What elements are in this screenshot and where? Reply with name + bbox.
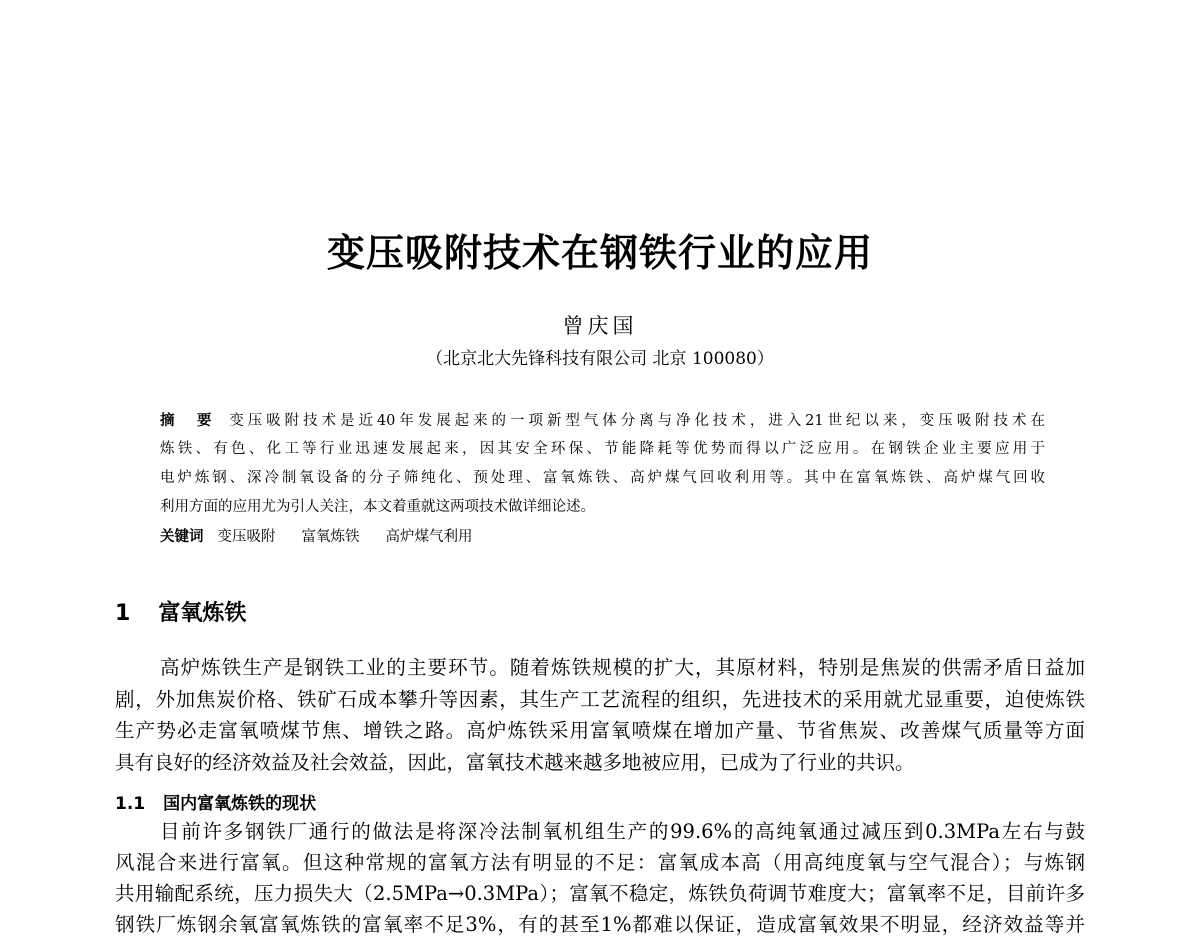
body-line: 目前许多钢铁厂通行的做法是将深冷法制氧机组生产的99.6%的高纯氧通过减压到0.3MPa左右与鼓	[160, 820, 1085, 843]
section-number: 1	[115, 601, 131, 626]
body-line: 风混合来进行富氧。但这种常规的富氧方法有明显的不足：富氧成本高（用高纯度氧与空气混合）；与炼钢	[115, 851, 1085, 874]
subsection-number: 1.1	[115, 794, 146, 814]
subsection-title: 国内富氧炼铁的现状	[163, 794, 317, 814]
keywords-label: 关键词	[160, 529, 204, 545]
body-line: 剧，外加焦炭价格、铁矿石成本攀升等因素，其生产工艺流程的组织，先进技术的采用就尤显重要，迫使炼铁	[115, 688, 1085, 711]
keyword: 高炉煤气利用	[385, 529, 473, 545]
section-title: 富氧炼铁	[158, 601, 247, 626]
abstract-line: 炼铁、有色、化工等行业迅速发展起来，因其安全环保、节能降耗等优势而得以广泛应用。在钢铁企业主要应用于	[160, 441, 1045, 457]
body-line: 共用输配系统，压力损失大（2.5MPa→0.3MPa）；富氧不稳定，炼铁负荷调节难度大；富氧率不足，目前许多	[115, 882, 1085, 905]
keyword: 变压吸附	[217, 529, 276, 545]
body-line: 生产势必走富氧喷煤节焦、增铁之路。高炉炼铁采用富氧喷煤在增加产量、节省焦炭、改善煤气质量等方面	[115, 719, 1085, 742]
keyword: 富氧炼铁	[301, 529, 360, 545]
abstract-label: 摘 要	[160, 413, 216, 429]
abstract-text: 变压吸附技术是近40年发展起来的一项新型气体分离与净化技术，进入21世纪以来，变压吸附技术在	[229, 413, 1045, 429]
abstract-line: 电炉炼钢、深冷制氧设备的分子筛纯化、预处理、富氧炼铁、高炉煤气回收利用等。其中在富氧炼铁、高炉煤气回收	[160, 470, 1045, 486]
subsection-heading	[115, 789, 316, 814]
abstract-line: 利用方面的应用尤为引人关注，本文着重就这两项技术做详细论述。	[160, 499, 595, 515]
section-heading	[115, 596, 246, 627]
keywords	[160, 526, 1045, 548]
body-line: 具有良好的经济效益及社会效益，因此，富氧技术越来越多地被应用，已成为了行业的共识。	[115, 751, 915, 774]
author-affiliation: （北京北大先锋科技有限公司 北京 100080）	[426, 349, 774, 369]
page-title: 变压吸附技术在钢铁行业的应用	[326, 231, 873, 275]
body-line: 钢铁厂炼钢余氧富氧炼铁的富氧率不足3%，有的甚至1%都难以保证，造成富氧效果不明显，经济效益等并	[115, 913, 1085, 936]
abstract-line	[160, 410, 1045, 432]
body-line: 高炉炼铁生产是钢铁工业的主要环节。随着炼铁规模的扩大，其原材料，特别是焦炭的供需矛盾日益加	[160, 656, 1085, 679]
author-name: 曾庆国	[562, 314, 638, 338]
